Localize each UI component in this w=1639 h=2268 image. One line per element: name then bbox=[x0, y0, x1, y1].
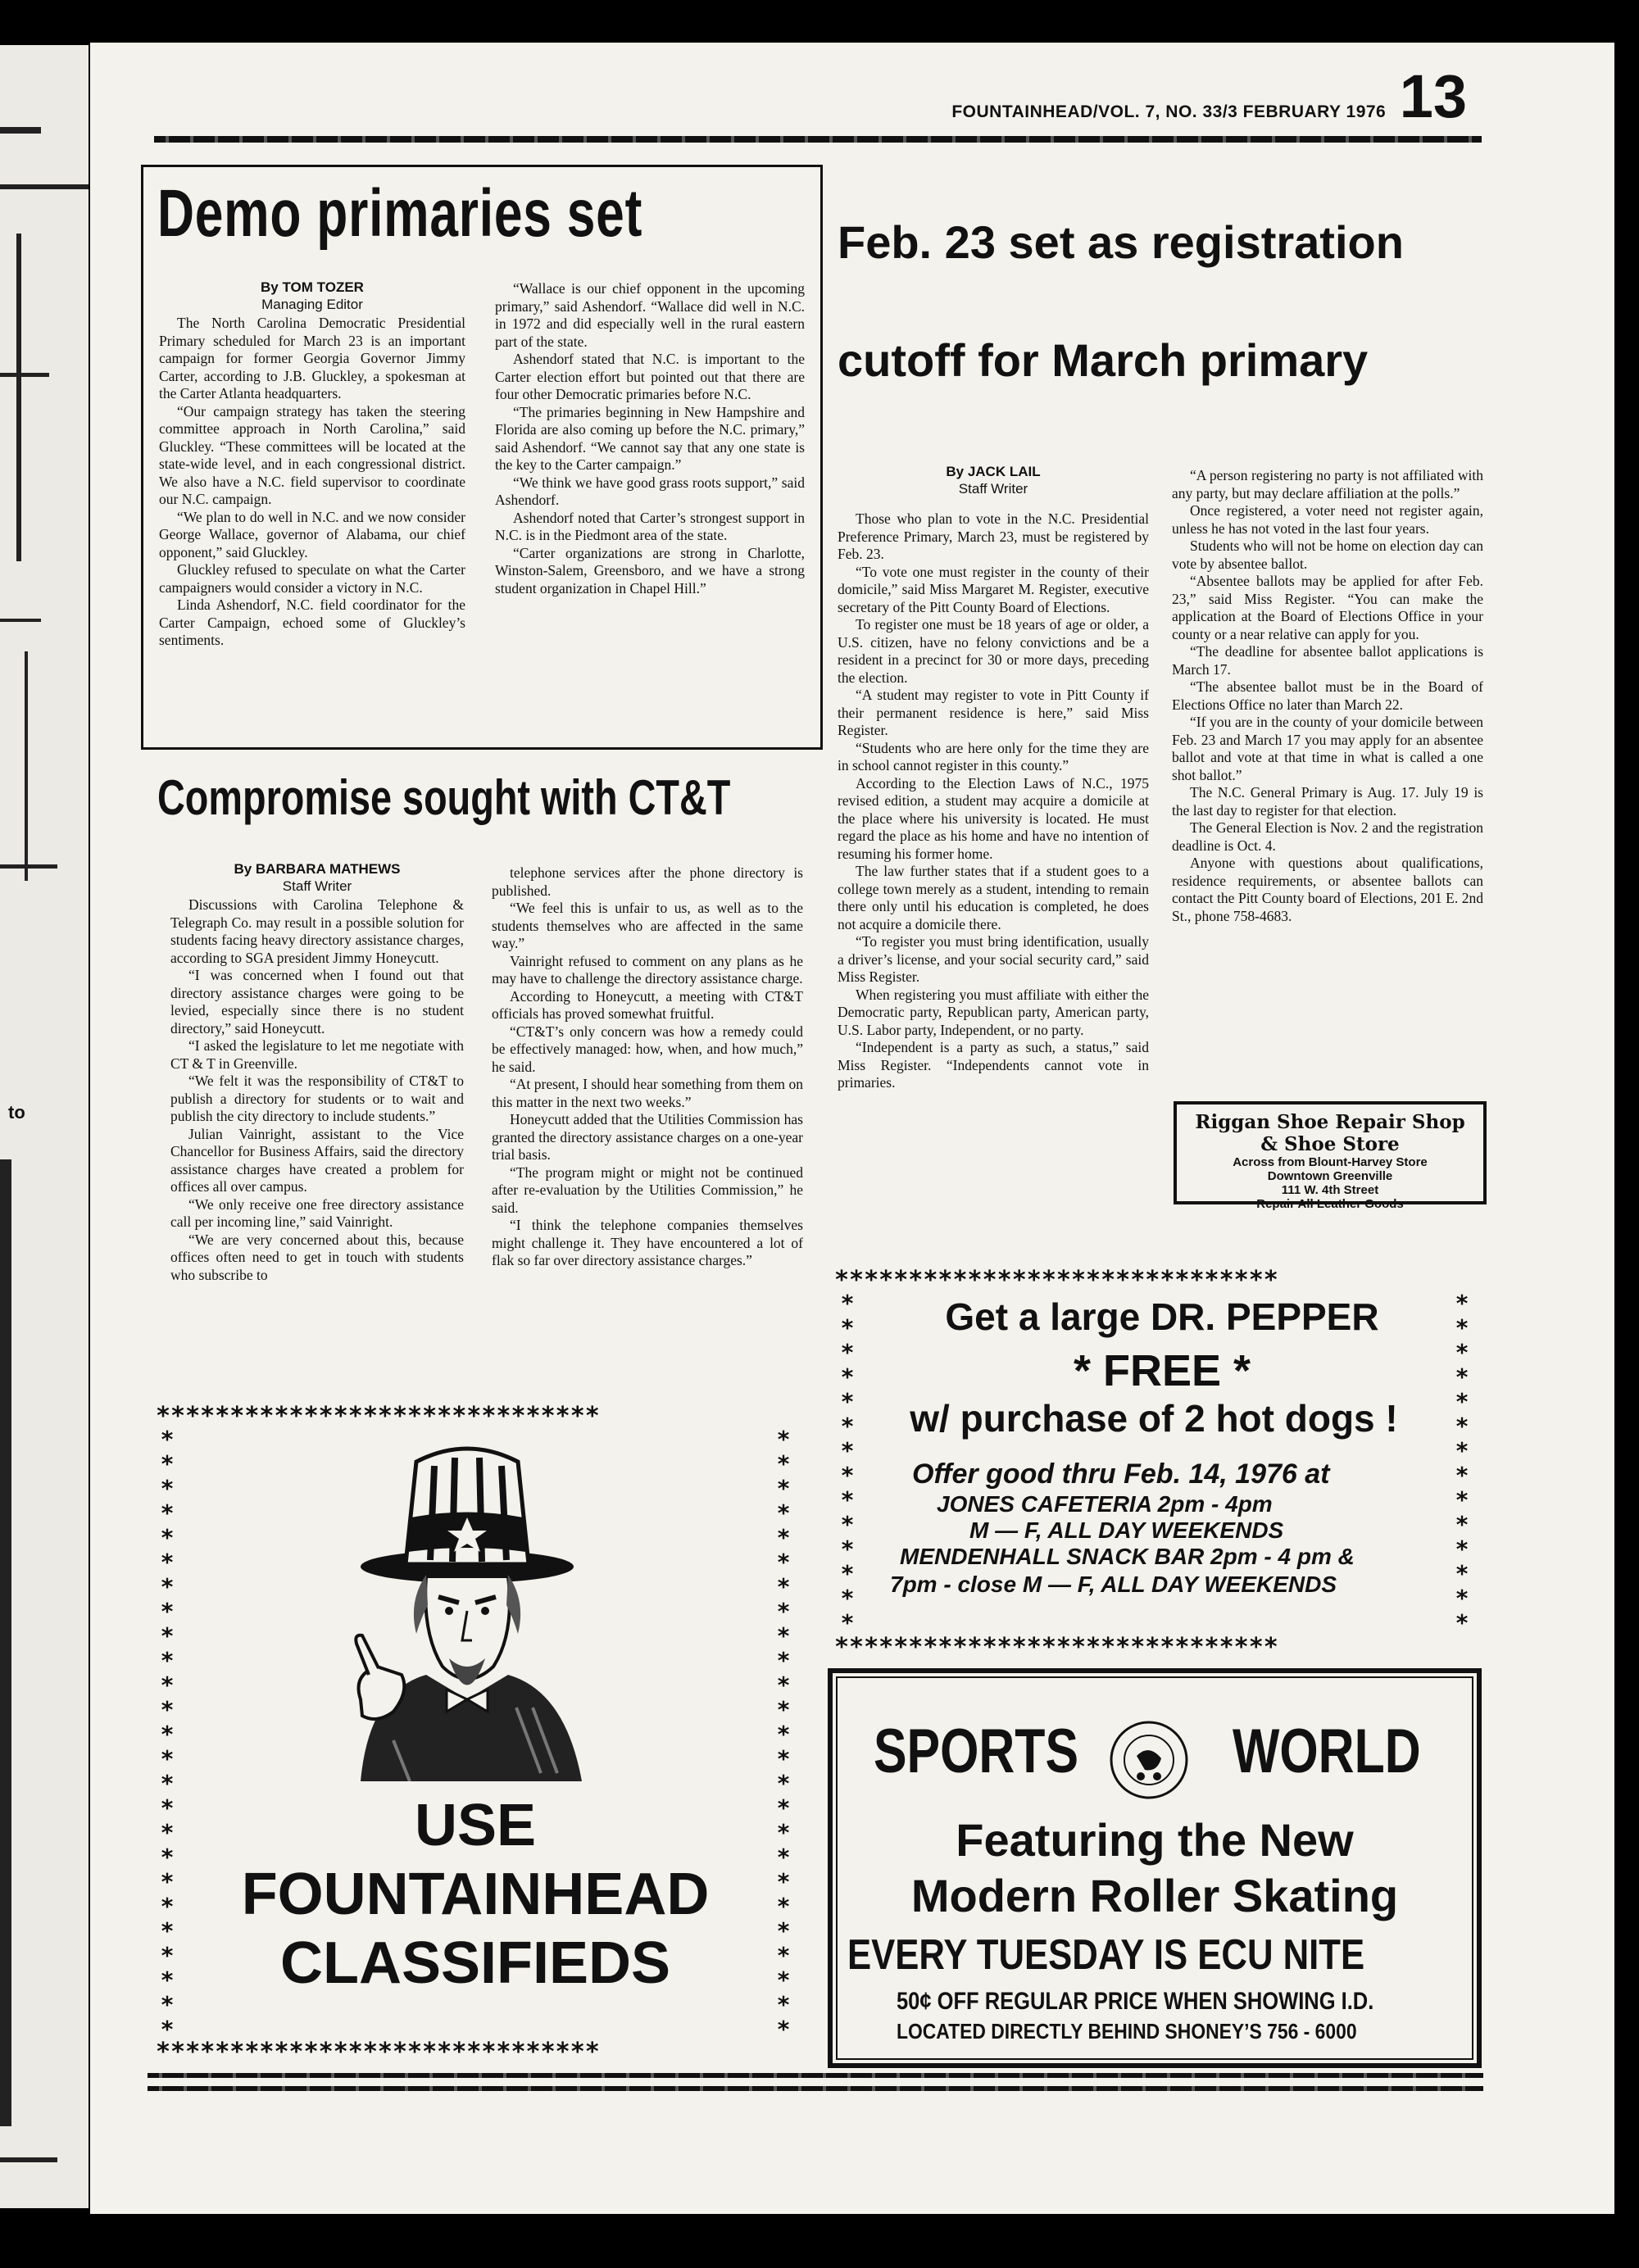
pepper-line4: Offer good thru Feb. 14, 1976 at bbox=[912, 1458, 1330, 1490]
paragraph: “Our campaign strategy has taken the steering committee approach in North Carolina,” said Gluckley. “These committees will be located at the state-wide level, and in each congressional district. We also have a N.C. field supervisor to coordinate our N.C. campaign. bbox=[159, 402, 465, 507]
paragraph: To register one must be 18 years of age or older, a U.S. citizen, have no felony convictions and be a resident in a precinct for 30 or more days, preceding the election. bbox=[838, 616, 1149, 686]
uncle-sam-illustration bbox=[311, 1429, 623, 1781]
paragraph: Students who will not be home on election day can vote by absentee ballot. bbox=[1172, 538, 1483, 572]
paragraph: Anyone with questions about qualifications, residence requirements, or absentee ballots can contact the Pitt County board of Elections, 201 E. 2nd St., phone 758-4683. bbox=[1172, 855, 1483, 924]
classifieds-ad bbox=[156, 1404, 795, 2065]
sports-name-right: WORLD bbox=[1233, 1717, 1421, 1786]
ctt-headline: Compromise sought with CT&T bbox=[157, 770, 731, 825]
star-border-right: ************** bbox=[1455, 1291, 1469, 1635]
feb-col-2 bbox=[1172, 467, 1483, 925]
paragraph: “I was concerned when I found out that directory assistance charges were going to be levied, especially since there is no student directory,” said Honeycutt. bbox=[170, 967, 464, 1036]
sports-line1: Featuring the New bbox=[956, 1814, 1354, 1866]
paragraph: telephone services after the phone directory is published. bbox=[492, 864, 803, 899]
paragraph: According to the Election Laws of N.C., 1975 revised edition, a student may acquire a domicile at the place where his university is located. He must regard the place as his home and have no intention of resuming his former home. bbox=[838, 774, 1149, 862]
classifieds-line1: USE bbox=[414, 1793, 537, 1858]
paragraph: “Independent is a party as such, a status,” said Miss Register. “Independents cannot vote in primaries. bbox=[838, 1039, 1149, 1091]
paragraph: When registering you must affiliate with either the Democratic party, Republican party, American party, U.S. Labor party, Independent, or no party. bbox=[838, 986, 1149, 1038]
paragraph: “We plan to do well in N.C. and we now consider George Wallace, governor of Alabama, our chief opponent,” said Gluckley. bbox=[159, 508, 465, 560]
paragraph: Vainright refused to comment on any plans as he may have to challenge the directory assistance charge. bbox=[492, 952, 803, 987]
footer-rule bbox=[148, 2073, 1483, 2078]
paragraph: “Carter organizations are strong in Charlotte, Winston-Salem, Greensboro, and we have a strong student organization in Chapel Hill.” bbox=[495, 544, 805, 596]
paragraph: “We only receive one free directory assistance call per incoming line,” said Vainright. bbox=[170, 1195, 464, 1230]
paragraph: “A student may register to vote in Pitt County if their permanent residence is here,” said Miss Register. bbox=[838, 687, 1149, 738]
feb-headline-line1: Feb. 23 set as registration bbox=[838, 216, 1404, 268]
paragraph: Those who plan to vote in the N.C. Presidential Preference Primary, March 23, must be registered by Feb. 23. bbox=[838, 510, 1149, 562]
publication-info: FOUNTAINHEAD/VOL. 7, NO. 33/3 FEBRUARY 1976 bbox=[951, 102, 1387, 121]
paragraph: “The primaries beginning in New Hampshire and Florida are also coming up before the N.C. primary,” said Ashendorf. “We cannot say that any one state is the key to the Carter campaign.” bbox=[495, 403, 805, 473]
ctt-byline-title: Staff Writer bbox=[282, 878, 352, 894]
header-rule bbox=[154, 136, 1482, 143]
eye-right bbox=[481, 1607, 489, 1615]
riggan-line3: Across from Blount-Harvey Store bbox=[1233, 1155, 1428, 1169]
demo-byline-title: Managing Editor bbox=[261, 297, 363, 312]
paragraph: The N.C. General Primary is Aug. 17. July 19 is the last day to register for that election. bbox=[1172, 784, 1483, 819]
riggan-line2: & Shoe Store bbox=[1260, 1133, 1400, 1155]
sports-line2: Modern Roller Skating bbox=[910, 1870, 1399, 1921]
page-header bbox=[926, 62, 1467, 130]
riggan-line1: Riggan Shoe Repair Shop bbox=[1195, 1111, 1465, 1133]
paragraph: According to Honeycutt, a meeting with CT&T officials has proved somewhat fruitful. bbox=[492, 987, 803, 1022]
paragraph: Discussions with Carolina Telephone & Telegraph Co. may result in a possible solution for students facing heavy directory assistance charges, according to SGA president Jimmy Honeycutt. bbox=[170, 896, 464, 966]
paragraph: “The program might or might not be continued after re-evaluation by the Utilities Commission,” he said. bbox=[492, 1163, 803, 1216]
paragraph: “We think we have good grass roots support,” said Ashendorf. bbox=[495, 474, 805, 508]
paragraph: Gluckley refused to speculate on what the Carter campaigners would consider a victory in N.C. bbox=[159, 561, 465, 596]
pepper-line6: M — F, ALL DAY WEEKENDS bbox=[969, 1517, 1284, 1543]
sports-line5: LOCATED DIRECTLY BEHIND SHONEY’S 756 - 6000 bbox=[897, 2019, 1357, 2043]
paragraph: “CT&T’s only concern was how a remedy could be effectively managed: how, when, and how much,” he said. bbox=[492, 1023, 803, 1075]
pepper-line2: * FREE * bbox=[1073, 1346, 1251, 1395]
feb-byline-name: By JACK LAIL bbox=[946, 464, 1041, 479]
dr-pepper-ad bbox=[834, 1268, 1473, 1660]
paragraph: Honeycutt added that the Utilities Commission has granted the directory assistance charges on a one-year trial basis. bbox=[492, 1111, 803, 1163]
classifieds-line2: FOUNTAINHEAD bbox=[241, 1862, 710, 1927]
paragraph: The North Carolina Democratic Presidential Primary scheduled for March 23 is an important campaign for former Georgia Governor Jimmy Carter, according to J.B. Gluckley, a spokesman at the Carter Atlanta headquarters. bbox=[159, 315, 465, 401]
ctt-byline-name: By BARBARA MATHEWS bbox=[234, 861, 401, 877]
paragraph: “A person registering no party is not affiliated with any party, but may declare affiliation at the polls.” bbox=[1172, 467, 1483, 501]
paragraph: “We feel this is unfair to us, as well as to the students themselves who are affected in the same way.” bbox=[492, 900, 803, 951]
paragraph: “Students who are here only for the time they are in school cannot register in this county.” bbox=[838, 739, 1149, 773]
paragraph: “If you are in the county of your domicile between Feb. 23 and March 17 you may apply for an absentee ballot and vote at that time in what is called a one shot ballot.” bbox=[1172, 714, 1483, 783]
paragraph: Julian Vainright, assistant to the Vice Chancellor for Business Affairs, said the directory assistance charges have created a problem for offices all over campus. bbox=[170, 1125, 464, 1195]
pepper-line5: JONES CAFETERIA 2pm - 4pm bbox=[937, 1491, 1273, 1517]
star-border-top: ****************************** bbox=[834, 1268, 1278, 1293]
paragraph: “The deadline for absentee ballot applications is March 17. bbox=[1172, 643, 1483, 678]
paragraph: Ashendorf noted that Carter’s strongest support in N.C. is in the Piedmont area of the state. bbox=[495, 509, 805, 543]
hair-left bbox=[414, 1575, 428, 1634]
demo-headline: Demo primaries set bbox=[157, 176, 643, 251]
paragraph: The General Election is Nov. 2 and the registration deadline is Oct. 4. bbox=[1172, 819, 1483, 854]
star-border-right: ************************* bbox=[776, 1427, 791, 2040]
pepper-line3: w/ purchase of 2 hot dogs ! bbox=[910, 1397, 1398, 1440]
face bbox=[425, 1576, 510, 1679]
paragraph: “We are very concerned about this, because offices often need to get in touch with students who subscribe to bbox=[170, 1231, 464, 1283]
riggan-shoe-ad bbox=[1174, 1101, 1487, 1211]
pointing-finger bbox=[356, 1635, 379, 1675]
pepper-line1: Get a large DR. PEPPER bbox=[945, 1295, 1379, 1338]
eye-left bbox=[445, 1607, 453, 1615]
star-border-bottom: ****************************** bbox=[156, 2040, 600, 2065]
sports-world-logo bbox=[1108, 1719, 1190, 1801]
star-border-left: ************** bbox=[840, 1291, 855, 1635]
paragraph: Linda Ashendorf, N.C. field coordinator for the Carter Campaign, echoed some of Gluckley’s sentiments. bbox=[159, 596, 465, 648]
demo-col-1 bbox=[159, 279, 465, 650]
riggan-line4: Downtown Greenville bbox=[1267, 1169, 1393, 1183]
star-border-top: ****************************** bbox=[156, 1404, 600, 1429]
classifieds-line3: CLASSIFIEDS bbox=[279, 1930, 671, 1996]
paragraph: Once registered, a voter need not register again, unless he has not voted in the last four years. bbox=[1172, 502, 1483, 537]
paragraph: “Absentee ballots may be applied for after Feb. 23,” said Miss Register. “You can make the application at the Board of Elections Office in your county or a near relative can apply for you. bbox=[1172, 573, 1483, 642]
sports-line3: EVERY TUESDAY IS ECU NITE bbox=[847, 1931, 1365, 1979]
paragraph: Ashendorf stated that N.C. is important to the Carter election effort but pointed out that there are four other Democratic primaries before N.C. bbox=[495, 351, 805, 402]
ctt-col-1 bbox=[170, 860, 464, 1284]
page-number: 13 bbox=[1399, 62, 1467, 130]
feb-col-1 bbox=[838, 463, 1149, 1092]
pepper-line8: 7pm - close M — F, ALL DAY WEEKENDS bbox=[890, 1572, 1337, 1597]
feb-byline-title: Staff Writer bbox=[958, 481, 1028, 497]
paragraph: “I asked the legislature to let me negotiate with CT & T in Greenville. bbox=[170, 1037, 464, 1072]
paragraph: “We felt it was the responsibility of CT&T to publish a directory for students or to wait and publish the city directory to include students.” bbox=[170, 1073, 464, 1124]
footer-rule bbox=[148, 2086, 1483, 2091]
sports-name-left: SPORTS bbox=[874, 1717, 1078, 1786]
paragraph: “At present, I should hear something from them on this matter in the next two weeks.” bbox=[492, 1076, 803, 1110]
riggan-line5: 111 W. 4th Street bbox=[1281, 1183, 1379, 1197]
paragraph: “To register you must bring identification, usually a driver’s license, and your social security card,” said Miss Register. bbox=[838, 933, 1149, 985]
adjacent-page-strip bbox=[0, 45, 89, 2208]
feb-headline-line2: cutoff for March primary bbox=[838, 334, 1369, 386]
paragraph: “To vote one must register in the county of their domicile,” said Miss Margaret M. Register, executive secretary of the Pitt County Board of Elections. bbox=[838, 563, 1149, 615]
pepper-line7: MENDENHALL SNACK BAR 2pm - 4 pm & bbox=[900, 1544, 1355, 1569]
riggan-line6: Repair All Leather Goods bbox=[1256, 1197, 1404, 1211]
sports-line4: 50¢ OFF REGULAR PRICE WHEN SHOWING I.D. bbox=[897, 1988, 1374, 2015]
sports-world-ad bbox=[828, 1668, 1482, 2068]
paragraph: “The absentee ballot must be in the Board of Elections Office no later than March 22. bbox=[1172, 678, 1483, 713]
demo-byline-name: By TOM TOZER bbox=[261, 279, 364, 295]
star-border-left: ************************* bbox=[160, 1427, 175, 2040]
fragment-text: to bbox=[8, 1102, 25, 1123]
ctt-col-2 bbox=[492, 864, 803, 1270]
demo-col-2 bbox=[495, 280, 805, 597]
paragraph: The law further states that if a student goes to a college town merely as a student, intending to remain there only until his education is completed, he does not acquire a domicile there. bbox=[838, 863, 1149, 932]
paragraph: “Wallace is our chief opponent in the upcoming primary,” said Ashendorf. “Wallace did well in N.C. in 1972 and did especially well in the rural eastern part of the state. bbox=[495, 280, 805, 350]
paragraph: “I think the telephone companies themselves might challenge it. They have encountered a lot of flak so far over directory assistance charges.” bbox=[492, 1217, 803, 1268]
star-border-bottom: ****************************** bbox=[834, 1635, 1278, 1660]
